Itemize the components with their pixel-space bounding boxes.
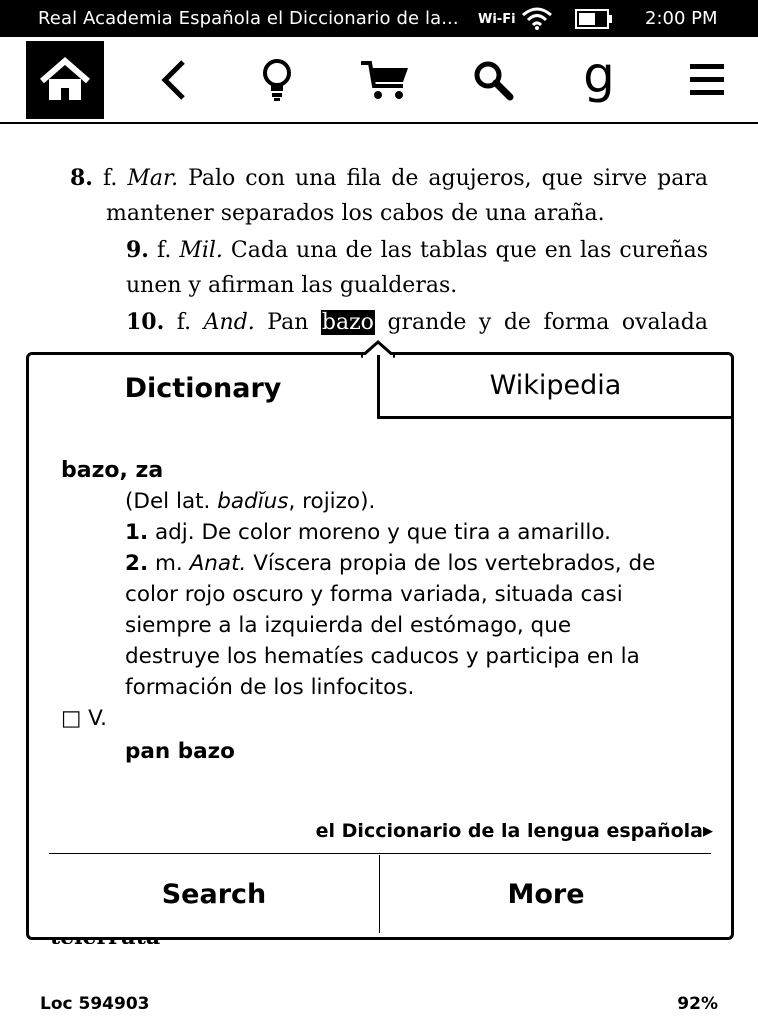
dictionary-popup [26, 352, 734, 940]
back-button[interactable] [134, 41, 212, 119]
home-button[interactable] [26, 41, 104, 119]
tab-wikipedia[interactable]: Wikipedia [377, 355, 731, 419]
sense-2-line: color rojo oscuro y forma variada, situada casi [125, 582, 623, 607]
search-button-popup[interactable]: Search [49, 855, 380, 933]
menu-icon [689, 62, 725, 98]
battery-icon [575, 9, 613, 33]
arrow-right-icon: ▶ [703, 824, 713, 839]
sense-1: 1. adj. De color moreno y que tira a amarillo. [125, 520, 611, 545]
search-button[interactable] [454, 41, 532, 119]
wifi-label: Wi-Fi [478, 12, 516, 27]
location-indicator: Loc 594903 [40, 994, 150, 1014]
see-also-marker: □ V. [61, 706, 107, 731]
menu-button[interactable] [668, 41, 746, 119]
progress-percent: 92% [677, 994, 718, 1014]
goodreads-icon: g [583, 46, 615, 104]
book-title: Real Academia Española el Diccionario de la... [38, 8, 459, 29]
dictionary-source-link[interactable]: el Diccionario de la lengua española▶ [315, 820, 713, 842]
book-line: 10. f. And. Pan bazo grande y de forma ovalada [126, 309, 708, 335]
sense-2-line: siempre a la izquierda del estómago, que [125, 613, 572, 638]
dictionary-entry [61, 455, 721, 767]
back-icon [158, 58, 188, 102]
lightbulb-icon [261, 58, 293, 102]
search-icon [471, 58, 515, 102]
book-line: 8. f. Mar. Palo con una fila de agujeros, que sirve para [70, 165, 708, 191]
more-button[interactable]: More [507, 878, 585, 910]
wifi-icon [521, 6, 553, 34]
sense-2: 2. m. Anat. Víscera propia de los vertebrados, de [125, 551, 656, 576]
sense-2-line: destruye los hematíes caducos y participa en la [125, 644, 640, 669]
cart-icon [359, 58, 411, 102]
status-bar [0, 0, 758, 37]
book-line: 9. f. Mil. Cada una de las tablas que en las cureñas [126, 237, 708, 263]
toolbar [0, 37, 758, 124]
etymology: (Del lat. badĭus, rojizo). [125, 489, 376, 514]
headword: bazo, za [61, 458, 164, 483]
clock: 2:00 PM [645, 8, 718, 29]
sense-2-line: formación de los linfocitos. [125, 675, 415, 700]
divider [49, 853, 711, 854]
store-button[interactable] [346, 41, 424, 119]
home-icon [39, 57, 91, 103]
book-line: mantener separados los cabos de una araña. [106, 201, 605, 226]
book-line: unen y afirman las gualderas. [126, 273, 458, 298]
x-ray-button[interactable] [238, 41, 316, 119]
selected-word[interactable]: bazo [321, 310, 374, 335]
see-also-entry[interactable]: pan bazo [125, 739, 235, 764]
tab-dictionary[interactable]: Dictionary [124, 372, 282, 404]
goodreads-button[interactable] [560, 41, 638, 119]
